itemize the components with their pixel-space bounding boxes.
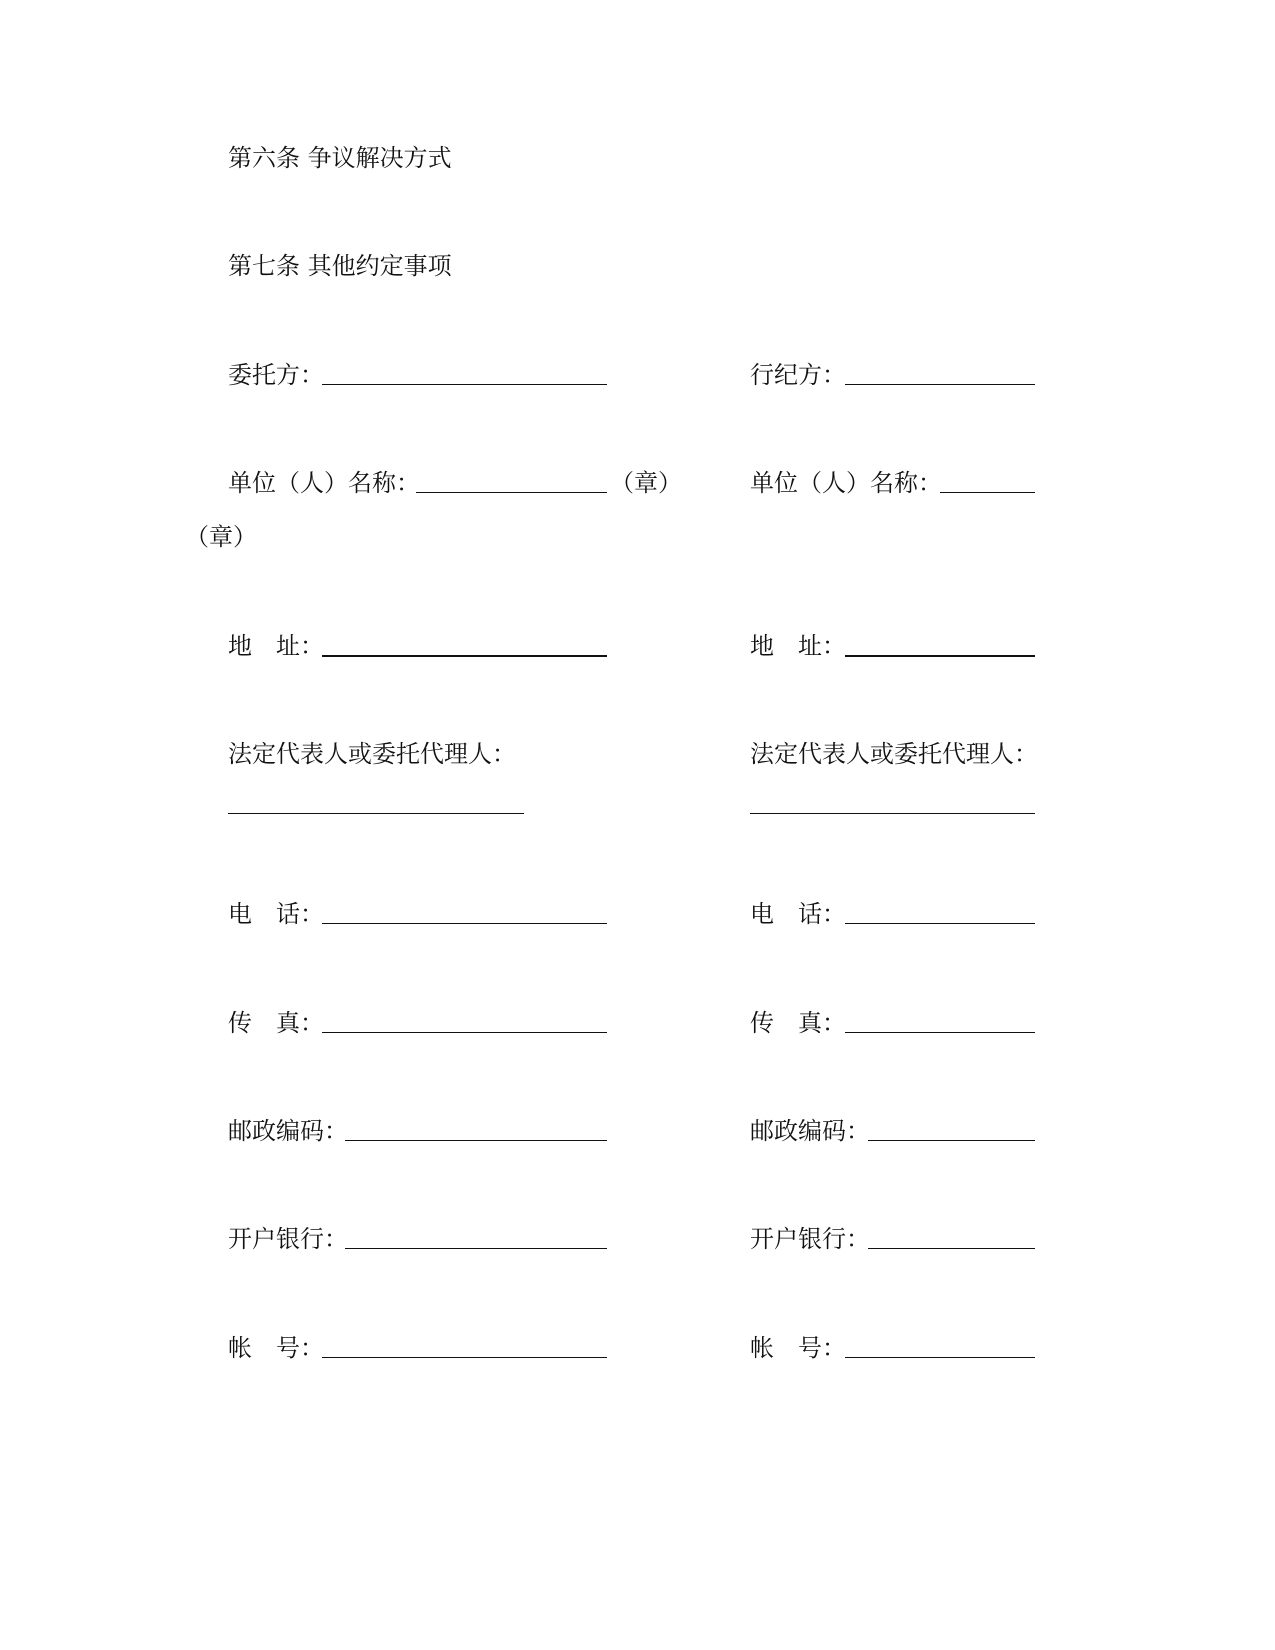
client-address-label: 地 址： — [228, 632, 324, 660]
client-fax-blank[interactable] — [322, 1032, 607, 1033]
broker-fax-label: 传 真： — [750, 1009, 846, 1037]
client-phone-blank[interactable] — [322, 923, 607, 924]
client-unit-name-label: 单位（人）名称： — [228, 469, 420, 497]
broker-postcode-label: 邮政编码： — [750, 1117, 870, 1145]
broker-label: 行纪方： — [750, 361, 846, 389]
client-rep-label: 法定代表人或委托代理人： — [228, 740, 516, 768]
client-label: 委托方： — [228, 361, 324, 389]
client-account-blank[interactable] — [322, 1357, 607, 1358]
broker-fax-blank[interactable] — [845, 1032, 1035, 1033]
broker-address-label: 地 址： — [750, 632, 846, 660]
client-postcode-label: 邮政编码： — [228, 1117, 348, 1145]
client-unit-name-blank[interactable] — [416, 492, 607, 493]
client-blank[interactable] — [322, 384, 607, 385]
broker-seal-label: （章） — [185, 523, 257, 551]
broker-account-blank[interactable] — [845, 1357, 1035, 1358]
article-7-heading: 第七条 其他约定事项 — [228, 252, 452, 280]
broker-phone-label: 电 话： — [750, 900, 846, 928]
client-postcode-blank[interactable] — [345, 1140, 607, 1141]
broker-rep-label: 法定代表人或委托代理人： — [750, 740, 1038, 768]
broker-account-label: 帐 号： — [750, 1334, 846, 1362]
client-bank-blank[interactable] — [345, 1248, 607, 1249]
client-account-label: 帐 号： — [228, 1334, 324, 1362]
client-seal-label: （章） — [610, 469, 682, 497]
client-bank-label: 开户银行： — [228, 1225, 348, 1253]
client-rep-blank[interactable] — [228, 813, 524, 814]
broker-unit-name-blank[interactable] — [940, 492, 1035, 493]
broker-blank[interactable] — [845, 384, 1035, 385]
broker-unit-name-label: 单位（人）名称： — [750, 469, 942, 497]
client-address-blank[interactable] — [322, 655, 607, 657]
client-fax-label: 传 真： — [228, 1009, 324, 1037]
broker-phone-blank[interactable] — [845, 923, 1035, 924]
broker-postcode-blank[interactable] — [868, 1140, 1035, 1141]
broker-bank-blank[interactable] — [868, 1248, 1035, 1249]
article-6-heading: 第六条 争议解决方式 — [228, 144, 452, 172]
broker-rep-blank[interactable] — [750, 813, 1035, 814]
broker-address-blank[interactable] — [845, 655, 1035, 657]
broker-bank-label: 开户银行： — [750, 1225, 870, 1253]
client-phone-label: 电 话： — [228, 900, 324, 928]
